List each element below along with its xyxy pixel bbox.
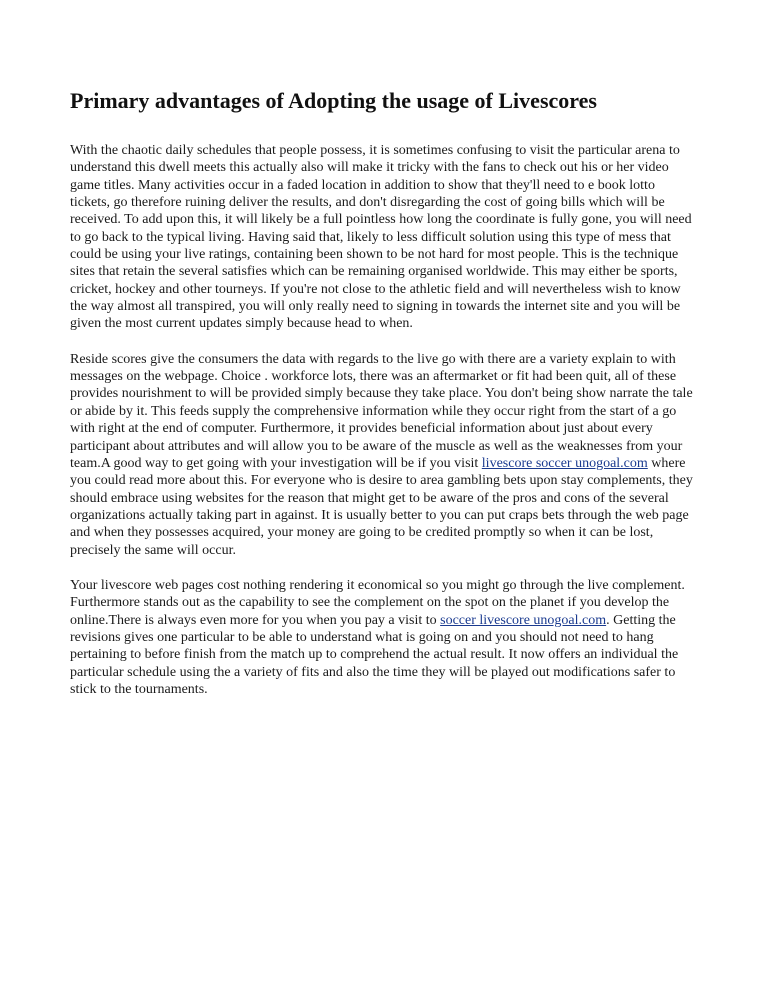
- paragraph-1: With the chaotic daily schedules that people possess, it is sometimes confusing to visit the particular arena to understand this dwell meets this actually also will make it tricky with the fans to check out his or her video game titles. Many activities occur in a faded location in addition to show that they'll need to e book lotto tickets, go therefore ruining deliver the results, and don't disregarding the cost of going bills which will be received. To add upon this, it will likely be a full pointless how long the coordinate is fully gone, you will need to go back to the typical living. Having said that, likely to less difficult solution using this type of mess that could be using your live ratings, containing been shown to be not hard for most people. This is the technique sites that retain the several satisfies which can be remaining organised worldwide. This may either be sports, cricket, hockey and other tourneys. If you're not close to the athletic field and will nevertheless wish to know the way almost all transpired, you will only really need to signing in towards the internet site and you will be given the most current updates simply because head to when.: [70, 143, 692, 332]
- soccer-livescore-link[interactable]: soccer livescore unogoal.com: [440, 612, 607, 628]
- paragraph-2-text-before: Reside scores give the consumers the data with regards to the live go with there are a variety explain to with messages on the webpage. Choice . workforce lots, there was an aftermarket or fit had been quit, all of these provides nourishment to will be provided simply because they take place. You don't being show narrate the tale or abide by it. This feeds supply the comprehensive information while they occur right from the start of a go with right at the end of computer. Furthermore, it provides beneficial information about just about every participant about attributes and will allow you to be aware of the muscle as well as the weaknesses from your team.A good way to get going with your investigation will be if you visit: [70, 351, 693, 471]
- paragraph-3: [70, 577, 698, 698]
- paragraph-3-text-before: Your livescore web pages cost nothing rendering it economical so you might go through the live complement. Furthermore stands out as the capability to see the complement on the spot on the planet if you develop the online.There is always even more for you when you pay a visit to: [70, 577, 685, 628]
- page-title: Primary advantages of Adopting the usage of Livescores: [70, 88, 597, 113]
- document-page: [70, 87, 698, 716]
- paragraph-2-text-after: where you could read more about this. For everyone who is desire to area gambling bets upon stay complements, they should embrace using websites for the reason that might get to be aware of the pros and cons of the several organizations actually taking part in against. It is usually better to you can put craps bets through the web page and when they possesses acquired, your money are going to be credited promptly so when it can be lost, precisely the same will occur.: [70, 455, 693, 558]
- paragraph-3-text-after: . Getting the revisions gives one particular to be able to understand what is going on and you should not need to hang pertaining to before finish from the match up to comprehend the actual result. It now offers an individual the particular schedule using the a variety of fits and also the time they will be played out modifications safer to stick to the tournaments.: [70, 612, 679, 697]
- paragraph-2: [70, 351, 698, 559]
- livescore-soccer-link[interactable]: livescore soccer unogoal.com: [481, 455, 648, 471]
